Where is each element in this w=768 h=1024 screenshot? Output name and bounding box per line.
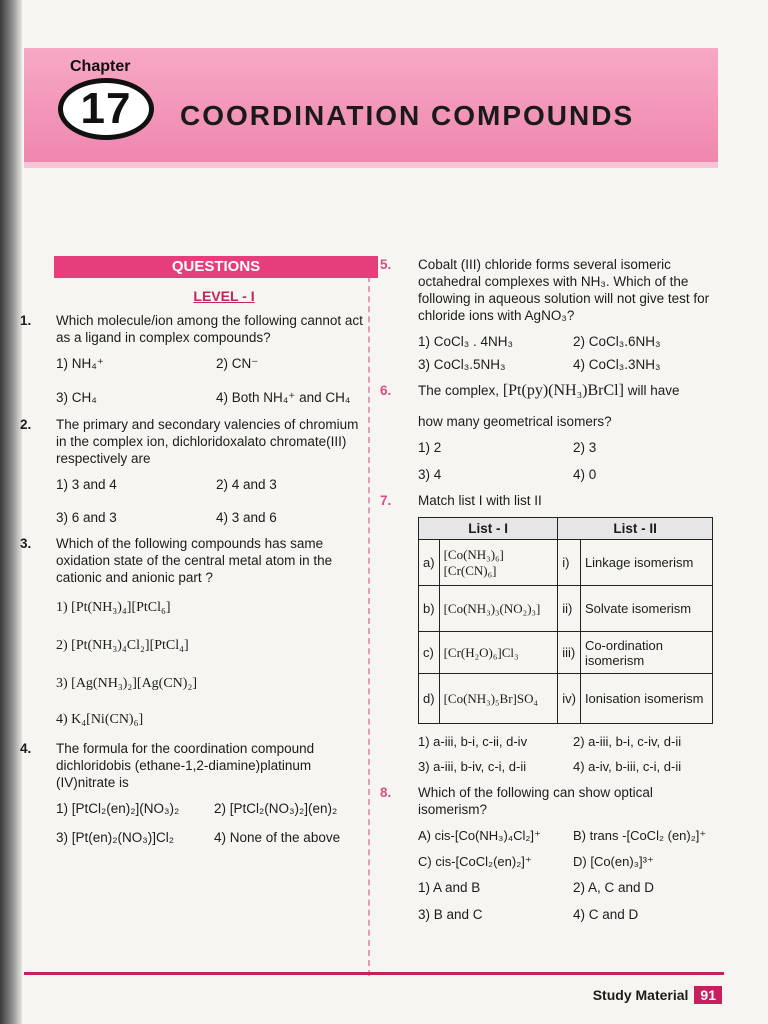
- question-1-options: [56, 356, 364, 406]
- question-number: 3.: [20, 536, 32, 551]
- option: 3) 6 and 3: [56, 510, 117, 525]
- question-number: 8.: [380, 785, 392, 800]
- row-key: c): [419, 632, 440, 674]
- chapter-label: Chapter: [70, 58, 131, 75]
- left-column: [20, 256, 364, 855]
- question-6: [374, 382, 724, 430]
- table-header: List - I: [419, 518, 558, 540]
- row-formula: [Cr(H₂O)₆]Cl₃: [439, 632, 558, 674]
- option: 1) a-iii, b-i, c-ii, d-iv: [418, 734, 528, 749]
- question-text: Cobalt (III) chloride forms several isomeric octahedral complexes with NH₃. Which of the following in aqueous solution will not give test for chloride ions with AgNO₃?: [418, 257, 710, 323]
- question-number: 7.: [380, 493, 392, 508]
- option: 2) [Pt(NH₃)₄Cl₂][PtCl₄]: [56, 638, 189, 653]
- question-text: The formula for the coordination compound dichloridobis (ethane-1,2-diamine)platinum (IV)nitrate is: [56, 741, 315, 790]
- questions-heading: QUESTIONS: [54, 256, 378, 278]
- question-2-options: [56, 477, 364, 525]
- option: 4) CoCl₃.3NH₃: [573, 357, 661, 372]
- option: 3) CH₄: [56, 390, 97, 405]
- row-text: Co-ordination isomerism: [580, 632, 712, 674]
- option: 2) a-iii, b-i, c-iv, d-ii: [573, 734, 682, 749]
- question-5: [374, 256, 724, 324]
- footer-label: Study Material: [592, 987, 689, 1003]
- question-text: The primary and secondary valencies of chromium in the complex ion, dichloridoxalato chromate(III) respectively are: [56, 417, 359, 466]
- table-row: [419, 540, 713, 586]
- question-2: [20, 416, 364, 467]
- row-text: Solvate isomerism: [580, 586, 712, 632]
- chapter-number-badge: [58, 78, 154, 140]
- option: 2) CN⁻: [216, 356, 259, 371]
- question-8-options: [418, 880, 724, 922]
- match-table: [418, 517, 713, 724]
- question-4-options: [56, 801, 364, 845]
- footer-rule: [24, 972, 724, 975]
- question-text: The complex,: [418, 383, 500, 398]
- option: 3) [Pt(en)₂(NO₃)]Cl₂: [56, 830, 174, 845]
- option: 3) 4: [418, 467, 442, 482]
- question-text: Match list I with list II: [418, 493, 542, 508]
- question-3: [20, 535, 364, 586]
- banner-edge: [24, 162, 718, 168]
- option: 1) NH₄⁺: [56, 356, 104, 371]
- table-row: [419, 586, 713, 632]
- choice: C) cis-[CoCl₂(en)₂]⁺: [418, 854, 532, 869]
- question-1: [20, 312, 364, 346]
- row-key: ii): [558, 586, 581, 632]
- option: 4) a-iv, b-iii, c-i, d-ii: [573, 759, 682, 774]
- book-spine-shadow: [0, 0, 22, 1024]
- option: 4) C and D: [573, 907, 639, 922]
- question-number: 5.: [380, 257, 392, 272]
- choice: B) trans -[CoCl₂ (en)₂]⁺: [573, 828, 707, 843]
- option: 1) A and B: [418, 880, 481, 895]
- row-key: i): [558, 540, 581, 586]
- right-column: [374, 256, 724, 932]
- option: 4) K₄[Ni(CN)₆]: [56, 712, 144, 727]
- question-text: how many geometrical isomers?: [418, 414, 612, 429]
- row-key: iv): [558, 674, 581, 724]
- question-5-options: [418, 334, 724, 372]
- choice: A) cis-[Co(NH₃)₄Cl₂]⁺: [418, 828, 541, 843]
- option: 3) [Ag(NH₃)₂][Ag(CN)₂]: [56, 676, 197, 691]
- option: 1) [PtCl₂(en)₂](NO₃)₂: [56, 801, 180, 816]
- row-key: b): [419, 586, 440, 632]
- question-8: [374, 784, 724, 818]
- question-number: 2.: [20, 417, 32, 432]
- complex-formula: [Pt(py)(NH₃)BrCl]: [502, 382, 624, 399]
- row-key: d): [419, 674, 440, 724]
- option: 3) a-iii, b-iv, c-i, d-ii: [418, 759, 527, 774]
- option: 2) A, C and D: [573, 880, 655, 895]
- level-heading: LEVEL - I: [193, 288, 255, 304]
- chapter-number: 17: [80, 84, 132, 133]
- table-row: [419, 632, 713, 674]
- row-key: iii): [558, 632, 581, 674]
- question-number: 1.: [20, 313, 32, 328]
- chapter-title: COORDINATION COMPOUNDS: [180, 100, 635, 131]
- option: 4) None of the above: [214, 830, 341, 845]
- question-text: Which of the following compounds has same oxidation state of the central metal atom in the cationic and anionic part ?: [56, 536, 333, 585]
- option: 2) 3: [573, 440, 597, 455]
- page-number: 91: [694, 986, 722, 1004]
- option: 3) B and C: [418, 907, 483, 922]
- option: 1) 2: [418, 440, 442, 455]
- question-8-choices: [418, 828, 724, 870]
- option: 4) 3 and 6: [216, 510, 277, 525]
- row-formula: [Co(NH₃)₅Br]SO₄: [439, 674, 558, 724]
- row-text: Ionisation isomerism: [580, 674, 712, 724]
- question-number: 6.: [380, 383, 392, 398]
- question-text: Which of the following can show optical isomerism?: [418, 785, 653, 817]
- question-number: 4.: [20, 741, 32, 756]
- question-7-options: [418, 734, 724, 774]
- row-text: Linkage isomerism: [580, 540, 712, 586]
- question-4: [20, 740, 364, 791]
- choice: D) [Co(en)₃]³⁺: [573, 854, 654, 869]
- option: 1) [Pt(NH₃)₄][PtCl₆]: [56, 600, 171, 615]
- question-7: [374, 492, 724, 509]
- option: 2) 4 and 3: [216, 477, 277, 492]
- question-6-options: [418, 440, 724, 482]
- option: 2) [PtCl₂(NO₃)₂](en)₂: [214, 801, 338, 816]
- row-key: a): [419, 540, 440, 586]
- question-text: Which molecule/ion among the following cannot act as a ligand in complex compounds?: [56, 313, 363, 345]
- option: 1) 3 and 4: [56, 477, 117, 492]
- option: 2) CoCl₃.6NH₃: [573, 334, 661, 349]
- question-text: will have: [627, 383, 680, 398]
- option: 3) CoCl₃.5NH₃: [418, 357, 506, 372]
- row-formula: [Co(NH₃)₃(NO₂)₃]: [439, 586, 558, 632]
- footer: [593, 986, 722, 1004]
- table-header: List - II: [558, 518, 713, 540]
- row-formula: [Co(NH₃)₆][Cr(CN)₆]: [439, 540, 558, 586]
- option: 4) Both NH₄⁺ and CH₄: [216, 390, 351, 405]
- option: 4) 0: [573, 467, 597, 482]
- table-row: [419, 674, 713, 724]
- option: 1) CoCl₃ . 4NH₃: [418, 334, 514, 349]
